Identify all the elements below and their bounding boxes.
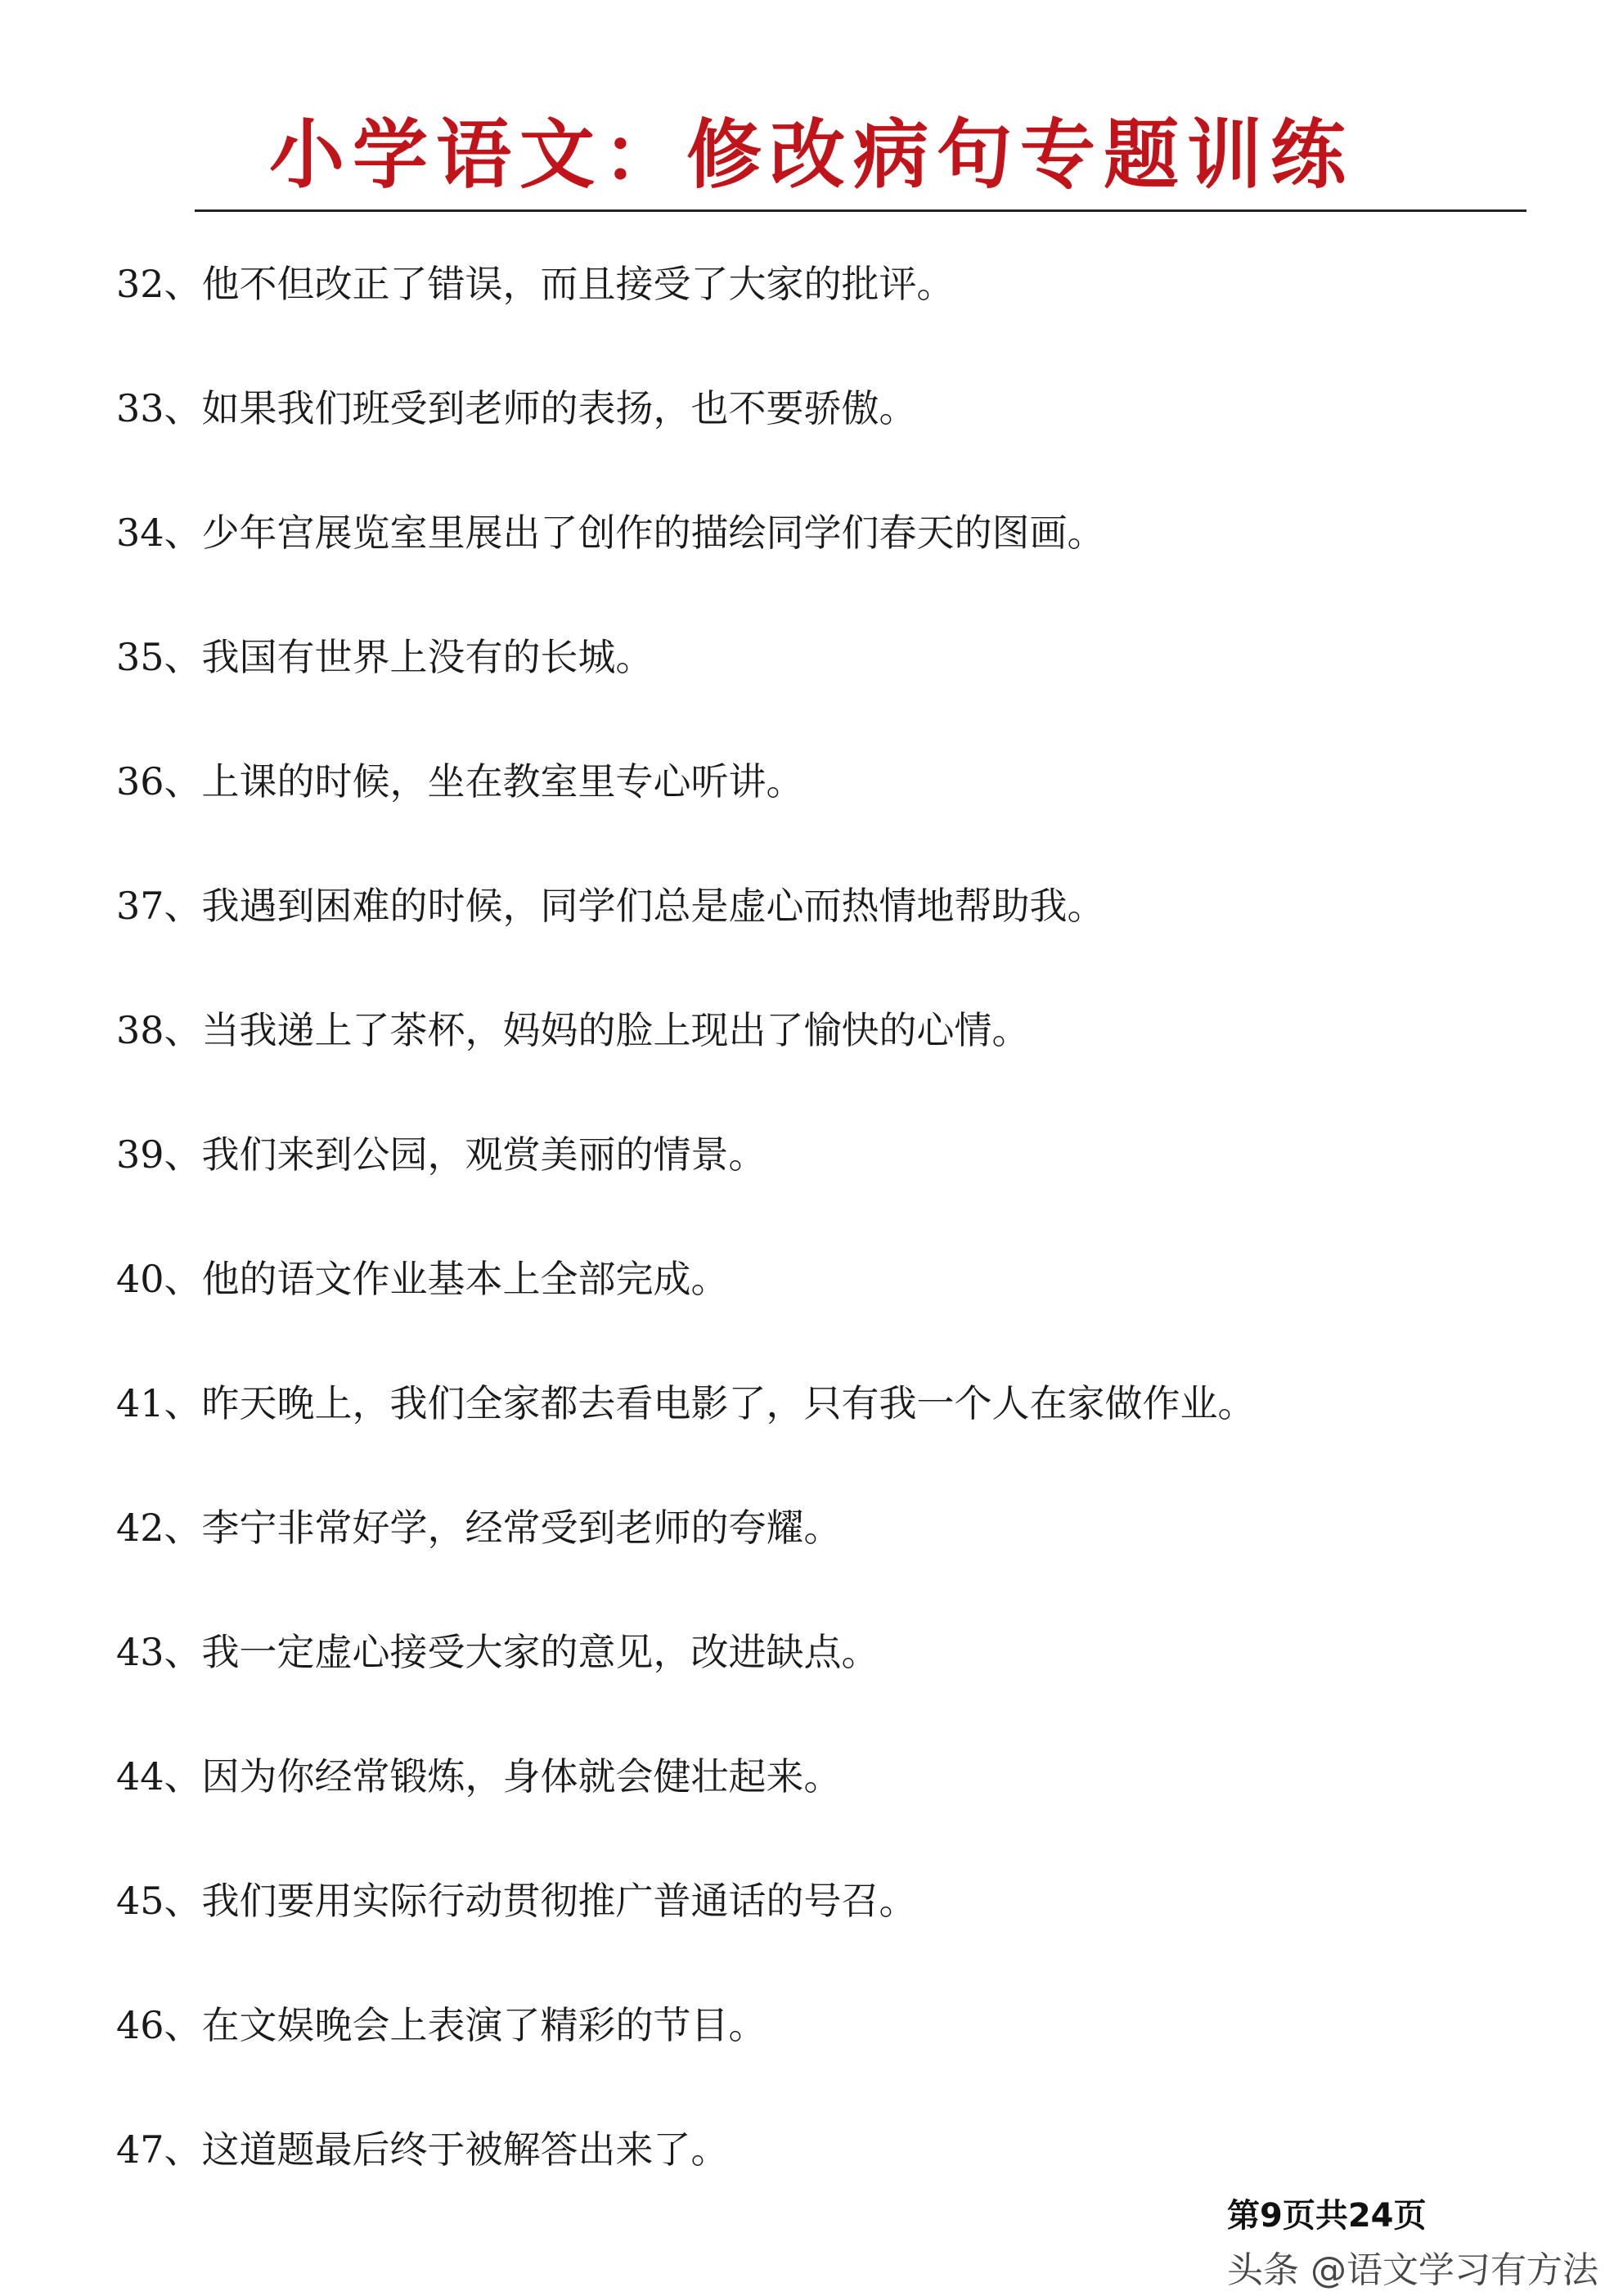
exercise-item: 44、因为你经常锻炼，身体就会健壮起来。 <box>116 1754 842 1799</box>
exercise-item: 36、上课的时候，坐在教室里专心听讲。 <box>116 759 804 804</box>
exercise-item: 32、他不但改正了错误，而且接受了大家的批评。 <box>116 262 955 306</box>
exercise-list <box>116 219 1523 2209</box>
exercise-item: 46、在文娱晚会上表演了精彩的节目。 <box>116 2003 767 2047</box>
title-divider <box>195 209 1526 212</box>
exercise-item: 47、这道题最后终于被解答出来了。 <box>116 2127 729 2172</box>
exercise-item: 37、我遇到困难的时候，同学们总是虚心而热情地帮助我。 <box>116 884 1105 928</box>
exercise-item: 38、当我递上了茶杯，妈妈的脸上现出了愉快的心情。 <box>116 1008 1030 1052</box>
page-number: 第9页共24页 <box>1227 2197 1427 2235</box>
exercise-item: 34、少年宫展览室里展出了创作的描绘同学们春天的图画。 <box>116 511 1105 555</box>
exercise-item: 42、李宁非常好学，经常受到老师的夸耀。 <box>116 1506 842 1550</box>
exercise-item: 43、我一定虚心接受大家的意见，改进缺点。 <box>116 1630 879 1674</box>
page-title: 小学语文：修改病句专题训练 <box>268 111 1354 199</box>
exercise-item: 39、我们来到公园，观赏美丽的情景。 <box>116 1132 767 1177</box>
watermark: 头条 @语文学习有方法 <box>1227 2249 1598 2291</box>
exercise-item: 41、昨天晚上，我们全家都去看电影了，只有我一个人在家做作业。 <box>116 1381 1256 1425</box>
exercise-item: 40、他的语文作业基本上全部完成。 <box>116 1257 729 1301</box>
exercise-item: 33、如果我们班受到老师的表扬，也不要骄傲。 <box>116 386 917 430</box>
exercise-item: 45、我们要用实际行动贯彻推广普通话的号召。 <box>116 1879 917 1923</box>
exercise-item: 35、我国有世界上没有的长城。 <box>116 635 654 679</box>
